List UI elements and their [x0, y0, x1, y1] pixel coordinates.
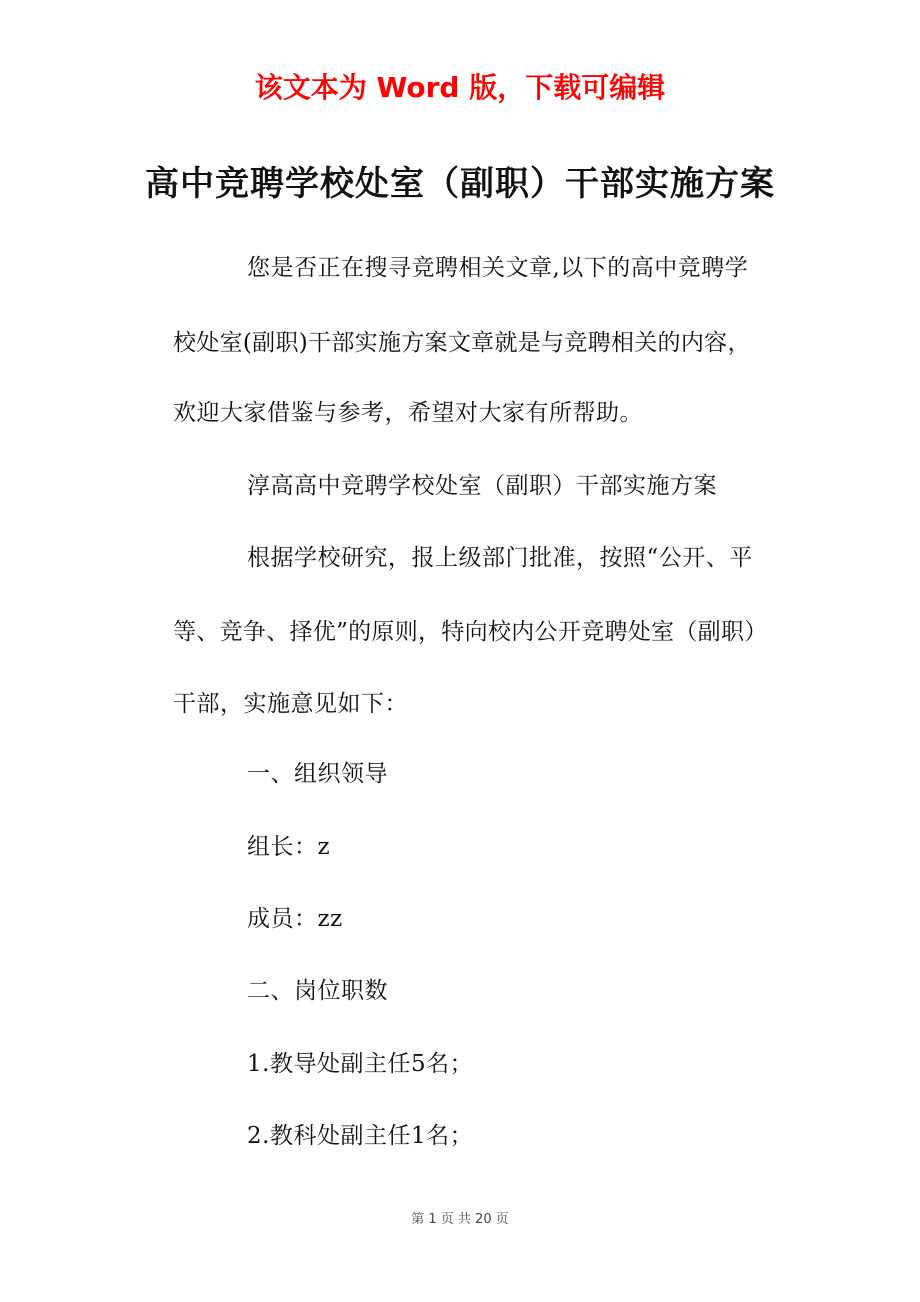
body-line: 根据学校研究，报上级部门批准，按照“公开、平: [247, 545, 753, 571]
editable-word-banner: 该文本为 Word 版，下载可编辑: [254, 71, 666, 104]
body-line: 组长：z: [247, 834, 331, 860]
body-line: 干部，实施意见如下：: [173, 691, 408, 717]
list-item: 2.教科处副主任1名；: [247, 1123, 474, 1149]
body-line: 校处室(副职)干部实施方案文章就是与竞聘相关的内容，: [173, 330, 751, 356]
page-number-footer: 第 1 页 共 20 页: [411, 1212, 509, 1227]
list-item: 1.教导处副主任5名；: [247, 1051, 474, 1077]
body-line: 您是否正在搜寻竞聘相关文章,以下的高中竞聘学: [247, 255, 749, 281]
body-line: 成员：zz: [247, 906, 343, 932]
body-line: 欢迎大家借鉴与参考，希望对大家有所帮助。: [173, 400, 643, 426]
document-title: 高中竞聘学校处室（副职）干部实施方案: [145, 164, 775, 204]
section-heading: 一、组织领导: [247, 761, 388, 787]
section-heading: 二、岗位职数: [247, 978, 388, 1004]
body-line: 等、竞争、择优”的原则，特向校内公开竞聘处室（副职）: [173, 619, 768, 645]
body-line: 淳高高中竞聘学校处室（副职）干部实施方案: [247, 473, 717, 499]
